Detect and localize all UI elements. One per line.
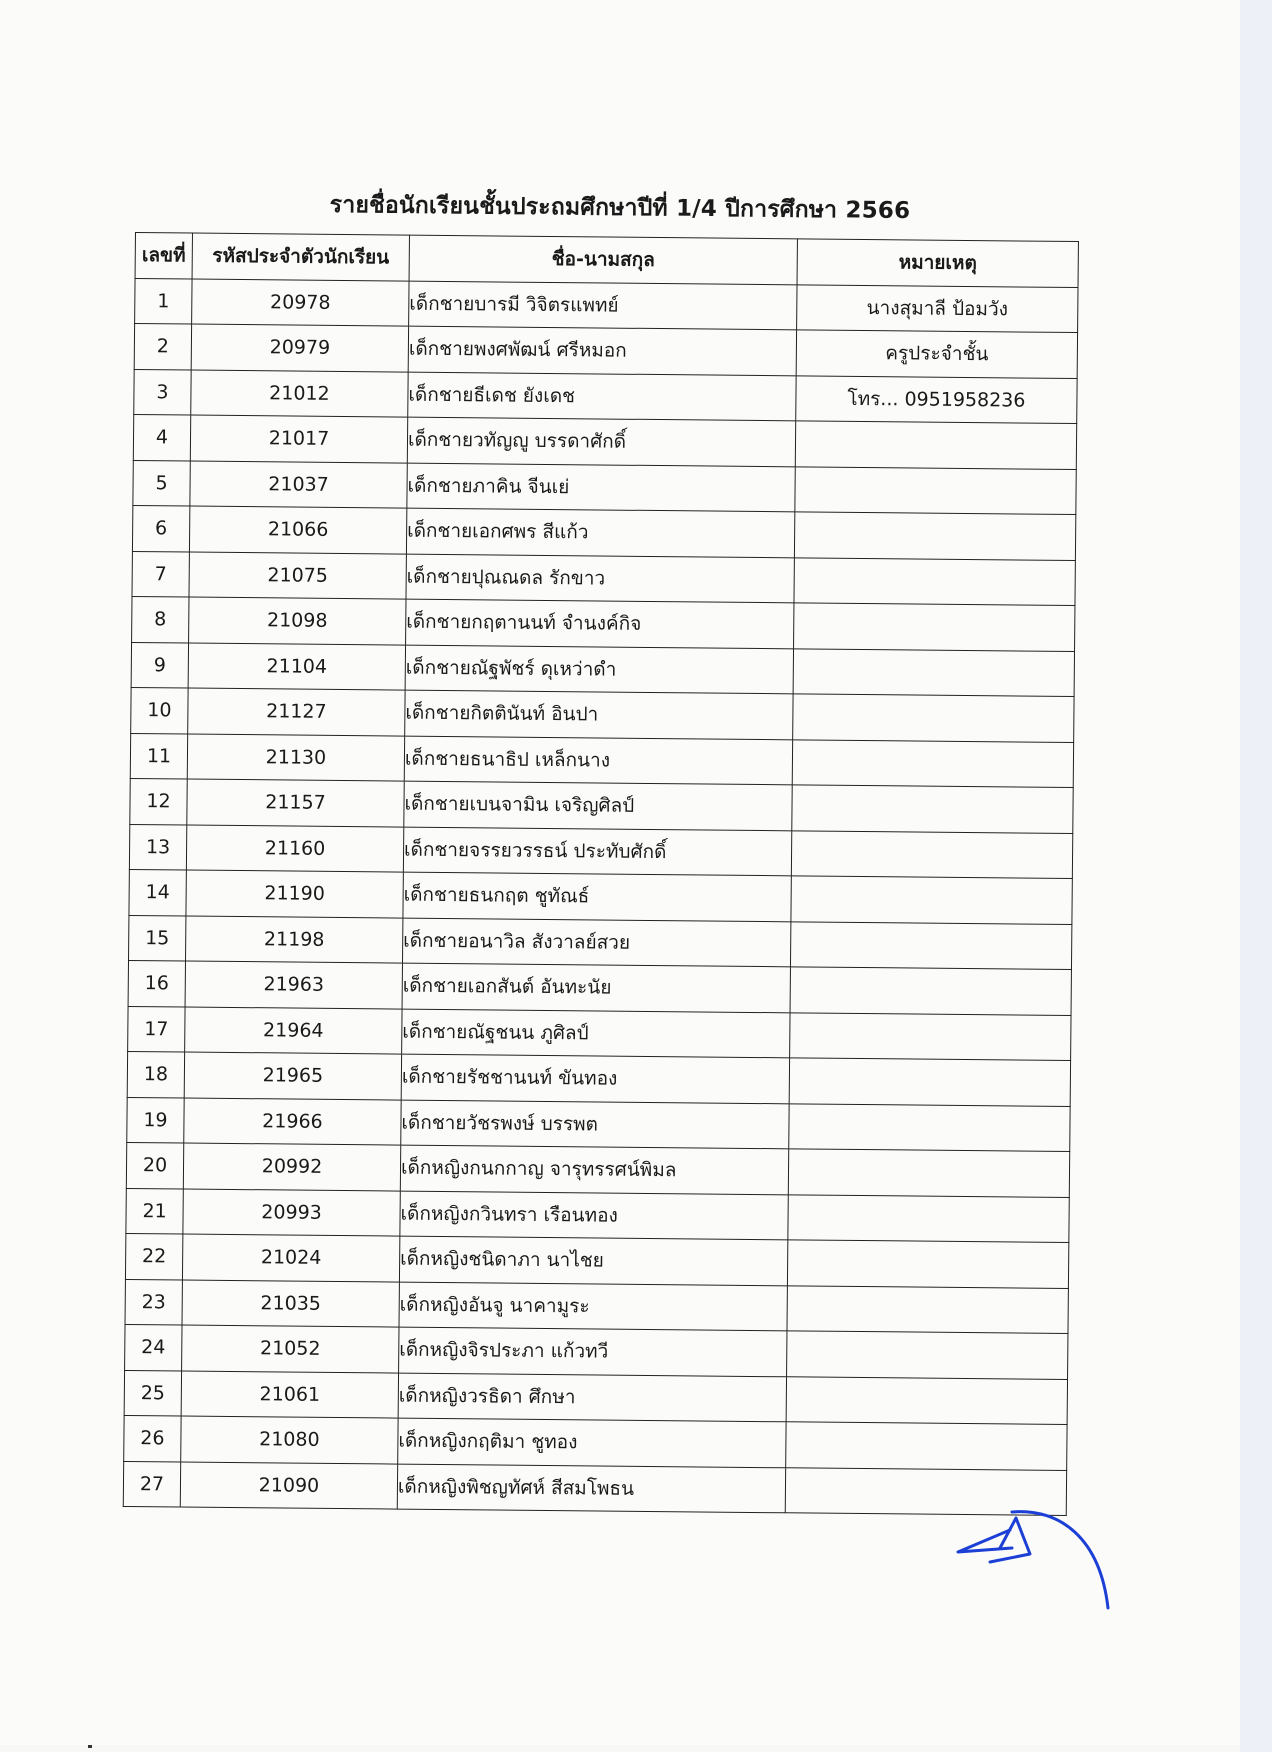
row-number: 21 xyxy=(126,1188,183,1234)
student-name: เด็กชายจรรยวรรธน์ ประทับศักดิ์ xyxy=(403,827,791,876)
row-note xyxy=(793,648,1074,696)
roster-body xyxy=(123,278,1078,1515)
student-roster-table xyxy=(123,232,1079,1516)
student-name: เด็กหญิงวรธิดา ศึกษา xyxy=(398,1373,786,1422)
student-name: เด็กหญิงกนกกาญ จารุทรรศน์พิมล xyxy=(400,1145,788,1194)
student-id: 20993 xyxy=(183,1189,400,1237)
row-number: 4 xyxy=(133,414,190,460)
table-row xyxy=(123,1461,1066,1516)
student-name: เด็กชายณัฐชนน ภูศิลป์ xyxy=(402,1009,790,1058)
row-number: 11 xyxy=(130,733,187,779)
row-note xyxy=(786,1422,1067,1470)
student-id: 21080 xyxy=(181,1416,398,1464)
row-number: 6 xyxy=(132,505,189,551)
student-id: 21090 xyxy=(180,1461,397,1509)
student-name: เด็กชายเบนจามิน เจริญศิลป์ xyxy=(404,781,792,830)
scan-speck xyxy=(88,1745,92,1748)
student-name: เด็กหญิงชนิดาภา นาไชย xyxy=(399,1236,787,1285)
row-note xyxy=(790,921,1071,969)
student-name: เด็กชายกฤตานนท์ จำนงค์กิจ xyxy=(406,599,794,648)
student-name: เด็กชายปุณณดล รักขาว xyxy=(406,554,794,603)
row-note xyxy=(794,557,1075,605)
student-name: เด็กชายบารมี วิจิตรแพทย์ xyxy=(409,281,797,330)
student-name: เด็กชายธนกฤต ชูทัณธ์ xyxy=(403,872,791,921)
row-note: โทร... 0951958236 xyxy=(796,375,1077,423)
row-number: 26 xyxy=(124,1415,181,1461)
row-note xyxy=(786,1376,1067,1424)
row-note xyxy=(792,739,1073,787)
document-title: รายชื่อนักเรียนชั้นประถมศึกษาปีที่ 1/4 ปีการศึกษา 2566 xyxy=(329,191,911,225)
student-id: 20979 xyxy=(191,324,408,372)
header-note: หมายเหตุ xyxy=(797,239,1078,287)
row-number: 13 xyxy=(129,824,186,870)
row-number: 2 xyxy=(134,324,191,370)
student-id: 21963 xyxy=(185,961,402,1009)
row-number: 25 xyxy=(124,1370,181,1416)
row-note xyxy=(787,1240,1068,1288)
row-note xyxy=(792,785,1073,833)
student-id: 21098 xyxy=(189,597,406,645)
row-note xyxy=(787,1285,1068,1333)
student-id: 21198 xyxy=(186,916,403,964)
student-id: 21012 xyxy=(191,370,408,418)
row-note xyxy=(790,967,1071,1015)
student-name: เด็กชายกิตตินันท์ อินปา xyxy=(405,690,793,739)
student-name: เด็กชายเอกศพร สีแก้ว xyxy=(406,508,794,557)
header-name: ชื่อ-นามสกุล xyxy=(409,235,797,284)
student-id: 21066 xyxy=(189,506,406,554)
row-note xyxy=(790,1012,1071,1060)
student-name: เด็กชายอนาวิล สังวาลย์สวย xyxy=(402,918,790,967)
student-name: เด็กหญิงพิชญทัศห์ สีสมโพธน xyxy=(397,1464,785,1513)
scan-edge xyxy=(1240,0,1272,1752)
student-name: เด็กชายพงศพัฒน์ ศรีหมอก xyxy=(408,326,796,375)
row-number: 7 xyxy=(132,551,189,597)
row-number: 22 xyxy=(125,1233,182,1279)
student-id: 21190 xyxy=(186,870,403,918)
row-note xyxy=(794,603,1075,651)
student-id: 21130 xyxy=(187,734,404,782)
student-name: เด็กหญิงกวินทรา เรือนทอง xyxy=(400,1191,788,1240)
row-number: 3 xyxy=(134,369,191,415)
row-number: 24 xyxy=(125,1324,182,1370)
student-name: เด็กชายวัชรพงษ์ บรรพต xyxy=(401,1100,789,1149)
student-id: 21061 xyxy=(181,1370,398,1418)
row-note xyxy=(788,1149,1069,1197)
row-number: 12 xyxy=(130,778,187,824)
student-id: 21052 xyxy=(182,1325,399,1373)
row-number: 20 xyxy=(126,1142,183,1188)
row-number: 9 xyxy=(131,642,188,688)
row-number: 27 xyxy=(123,1461,180,1507)
signature-icon xyxy=(950,1508,1130,1618)
student-name: เด็กชายธีเดช ยังเดช xyxy=(408,372,796,421)
student-id: 21037 xyxy=(190,461,407,509)
row-note xyxy=(794,512,1075,560)
header-no: เลขที่ xyxy=(135,233,192,279)
row-note xyxy=(795,421,1076,469)
student-name: เด็กชายวทัญญู บรรดาศักดิ์ xyxy=(407,417,795,466)
student-id: 21966 xyxy=(184,1098,401,1146)
row-number: 1 xyxy=(135,278,192,324)
student-id: 21127 xyxy=(188,688,405,736)
row-note xyxy=(789,1103,1070,1151)
row-note xyxy=(789,1058,1070,1106)
row-note xyxy=(791,830,1072,878)
student-name: เด็กชายธนาธิป เหล็กนาง xyxy=(404,736,792,785)
student-id: 21160 xyxy=(186,825,403,873)
row-number: 19 xyxy=(127,1097,184,1143)
student-name: เด็กหญิงอันจู นาคามูระ xyxy=(399,1282,787,1331)
student-id: 21157 xyxy=(187,779,404,827)
row-note: นางสุมาลี ป้อมวัง xyxy=(797,284,1078,332)
header-student-id: รหัสประจำตัวนักเรียน xyxy=(192,233,409,281)
row-note xyxy=(788,1194,1069,1242)
student-id: 21965 xyxy=(184,1052,401,1100)
student-id: 21024 xyxy=(182,1234,399,1282)
roster-sheet xyxy=(123,232,1079,1516)
row-note xyxy=(795,466,1076,514)
row-note: ครูประจำชั้น xyxy=(796,330,1077,378)
student-id: 21075 xyxy=(189,552,406,600)
student-id: 21964 xyxy=(185,1007,402,1055)
row-note xyxy=(791,876,1072,924)
student-name: เด็กชายภาคิน จีนเย่ xyxy=(407,463,795,512)
row-number: 17 xyxy=(128,1006,185,1052)
student-id: 21035 xyxy=(182,1280,399,1328)
student-id: 21017 xyxy=(190,415,407,463)
row-number: 15 xyxy=(129,915,186,961)
row-number: 23 xyxy=(125,1279,182,1325)
row-note xyxy=(787,1331,1068,1379)
row-number: 18 xyxy=(127,1051,184,1097)
row-number: 16 xyxy=(128,960,185,1006)
row-number: 8 xyxy=(132,596,189,642)
row-number: 14 xyxy=(129,869,186,915)
student-name: เด็กหญิงกฤติมา ชูทอง xyxy=(398,1418,786,1467)
row-number: 5 xyxy=(133,460,190,506)
student-id: 20978 xyxy=(192,279,409,327)
student-name: เด็กชายรัชชานนท์ ขันทอง xyxy=(401,1054,789,1103)
student-name: เด็กชายณัฐพัชร์ ดุเหว่าดำ xyxy=(405,645,793,694)
row-note xyxy=(793,694,1074,742)
student-id: 20992 xyxy=(183,1143,400,1191)
student-name: เด็กชายเอกสันต์ อันทะนัย xyxy=(402,963,790,1012)
student-id: 21104 xyxy=(188,643,405,691)
row-number: 10 xyxy=(131,687,188,733)
student-name: เด็กหญิงจิรประภา แก้วทวี xyxy=(399,1327,787,1376)
